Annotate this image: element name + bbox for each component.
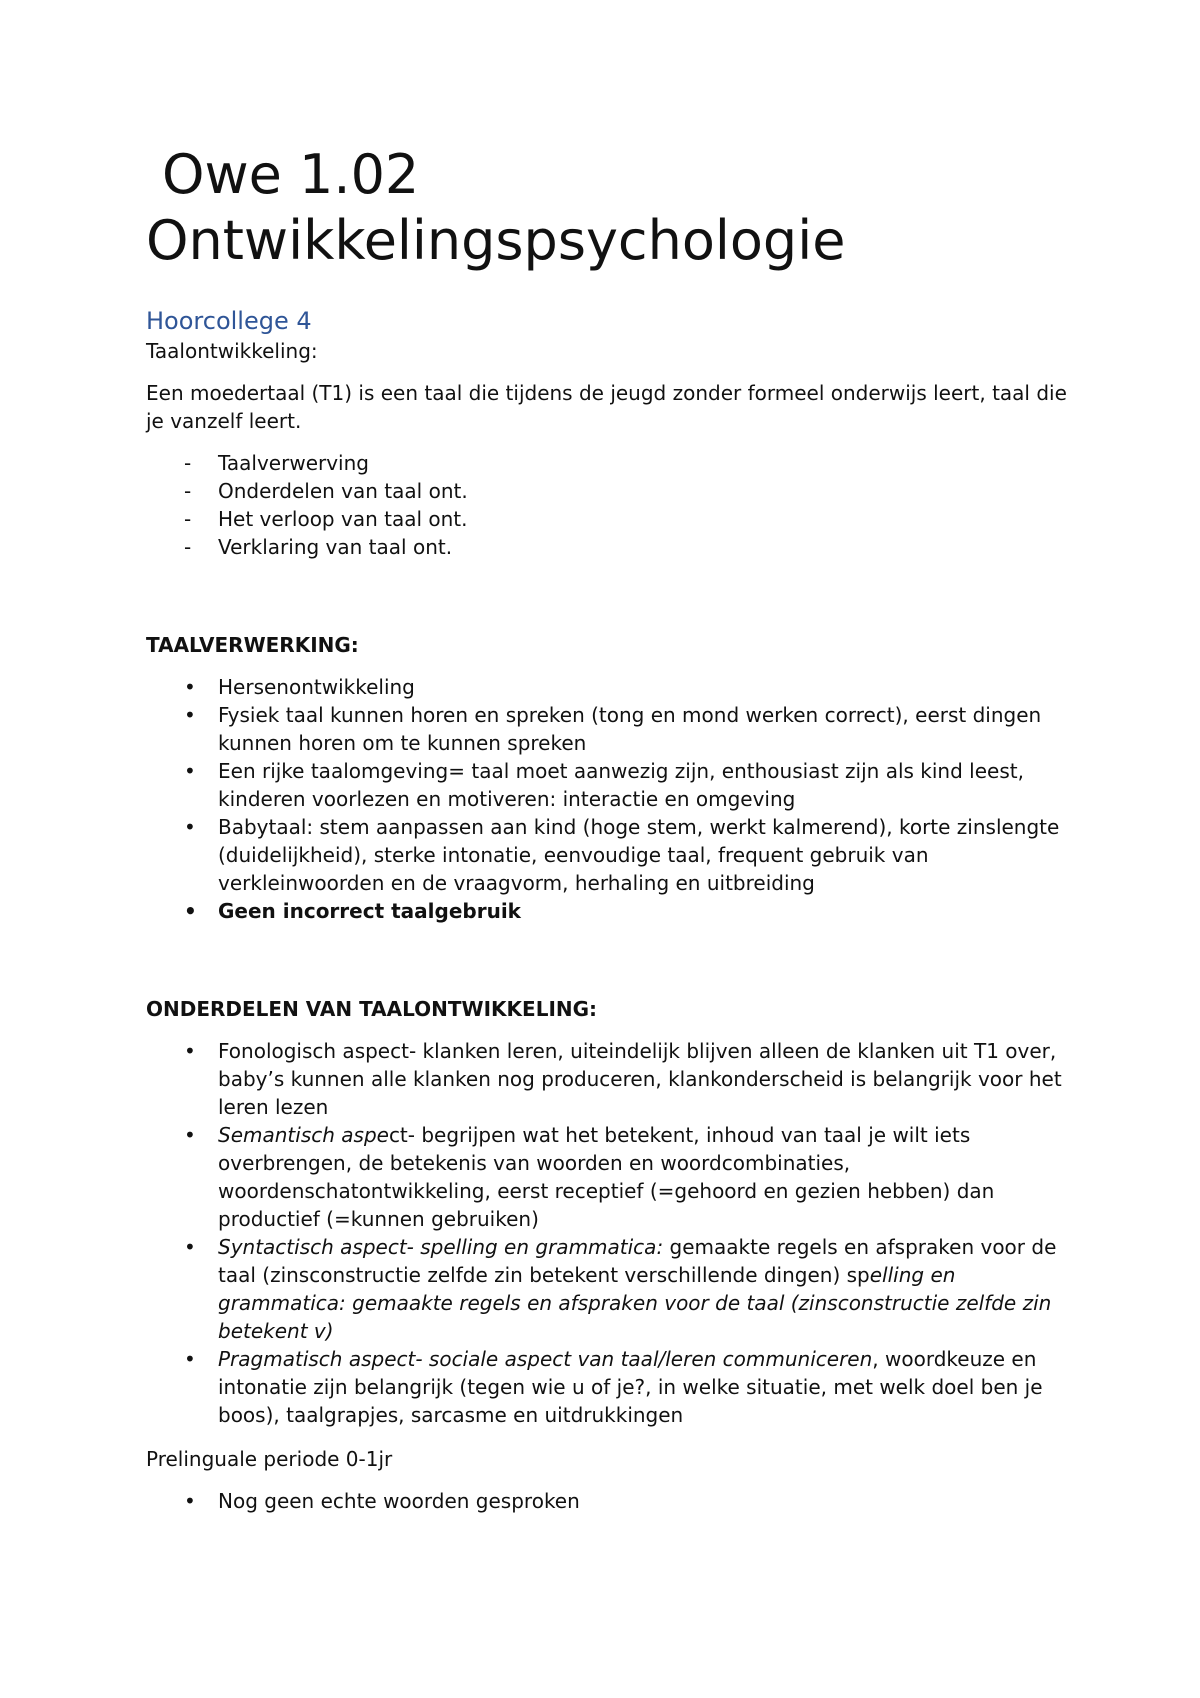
section-title-taalverwerking: TAALVERWERKING: xyxy=(146,633,359,657)
bullet-marker: • xyxy=(184,759,196,783)
list-item: - Het verloop van taal ont. xyxy=(184,507,468,531)
bullet-marker: • xyxy=(184,703,196,727)
list-item: • Semantisch aspect- begrijpen wat het betekent, inhoud van taal je wilt iets overbrengen, de betekenis van woorden en woordcombinaties, woordenschatontwikkeling, eerst receptief (=gehoord en gezien hebben) dan productief (=kunnen gebruiken) xyxy=(184,1123,995,1231)
list-item: • Babytaal: stem aanpassen aan kind (hoge stem, werkt kalmerend), korte zinslengte (duidelijkheid), sterke intonatie, eenvoudige taal, frequent gebruik van verkleinwoorden en de vraagvorm, herhaling en uitbreiding xyxy=(184,815,1060,895)
bullet-marker: • xyxy=(184,1489,196,1513)
onderdelen-list xyxy=(146,1037,1076,1429)
bullet-marker: • xyxy=(184,1123,196,1147)
bullet-marker: • xyxy=(184,1039,196,1063)
document-title xyxy=(146,142,1076,274)
list-item: • Syntactisch aspect- spelling en grammatica: gemaakte regels en afspraken voor de taal (zinsconstructie zelfde zin betekent verschillende dingen) spelling en grammatica: gemaakte regels en afspraken voor de taal (zinsconstructie zelfde zin betekent v) xyxy=(184,1235,1057,1343)
bullet-marker: • xyxy=(184,675,196,699)
taalverwerking-list xyxy=(146,673,1076,925)
bullet-marker: • xyxy=(184,815,196,839)
dash-marker: - xyxy=(184,479,192,503)
dash-marker: - xyxy=(184,451,192,475)
title-line-2: Ontwikkelingspsychologie xyxy=(146,209,846,272)
dash-marker: - xyxy=(184,507,192,531)
topic-list xyxy=(146,449,1076,561)
list-item: • Fysiek taal kunnen horen en spreken (tong en mond werken correct), eerst dingen kunnen horen om te kunnen spreken xyxy=(184,703,1042,755)
section-title-onderdelen: ONDERDELEN VAN TAALONTWIKKELING: xyxy=(146,997,598,1021)
list-item: • Hersenontwikkeling xyxy=(184,675,415,699)
bullet-marker: • xyxy=(184,899,197,923)
subheading: Taalontwikkeling: xyxy=(146,339,318,363)
bullet-marker: • xyxy=(184,1347,196,1371)
list-item: - Taalverwerving xyxy=(184,451,369,475)
bullet-marker: • xyxy=(184,1235,196,1259)
list-item: • Nog geen echte woorden gesproken xyxy=(184,1489,580,1513)
list-item: • Fonologisch aspect- klanken leren, uiteindelijk blijven alleen de klanken uit T1 over, baby’s kunnen alle klanken nog produceren, klankonderscheid is belangrijk voor het leren lezen xyxy=(184,1039,1062,1119)
list-item: • Pragmatisch aspect- sociale aspect van taal/leren communiceren, woordkeuze en intonatie zijn belangrijk (tegen wie u of je?, in welke situatie, met welk doel ben je boos), taalgrapjes, sarcasme en uitdrukkingen xyxy=(184,1347,1043,1427)
list-item: - Onderdelen van taal ont. xyxy=(184,479,468,503)
section-heading: Hoorcollege 4 xyxy=(146,307,312,335)
dash-marker: - xyxy=(184,535,192,559)
title-line-1: Owe 1.02 xyxy=(162,143,420,206)
list-item: • Geen incorrect taalgebruik xyxy=(184,899,521,923)
prelingual-title: Prelinguale periode 0-1jr xyxy=(146,1447,393,1471)
document-page xyxy=(146,142,1076,1515)
intro-paragraph: Een moedertaal (T1) is een taal die tijdens de jeugd zonder formeel onderwijs leert, taal die je vanzelf leert. xyxy=(146,381,1067,433)
list-item: • Een rijke taalomgeving= taal moet aanwezig zijn, enthousiast zijn als kind leest, kinderen voorlezen en motiveren: interactie en omgeving xyxy=(184,759,1024,811)
prelingual-list xyxy=(146,1487,1076,1515)
list-item: - Verklaring van taal ont. xyxy=(184,535,453,559)
